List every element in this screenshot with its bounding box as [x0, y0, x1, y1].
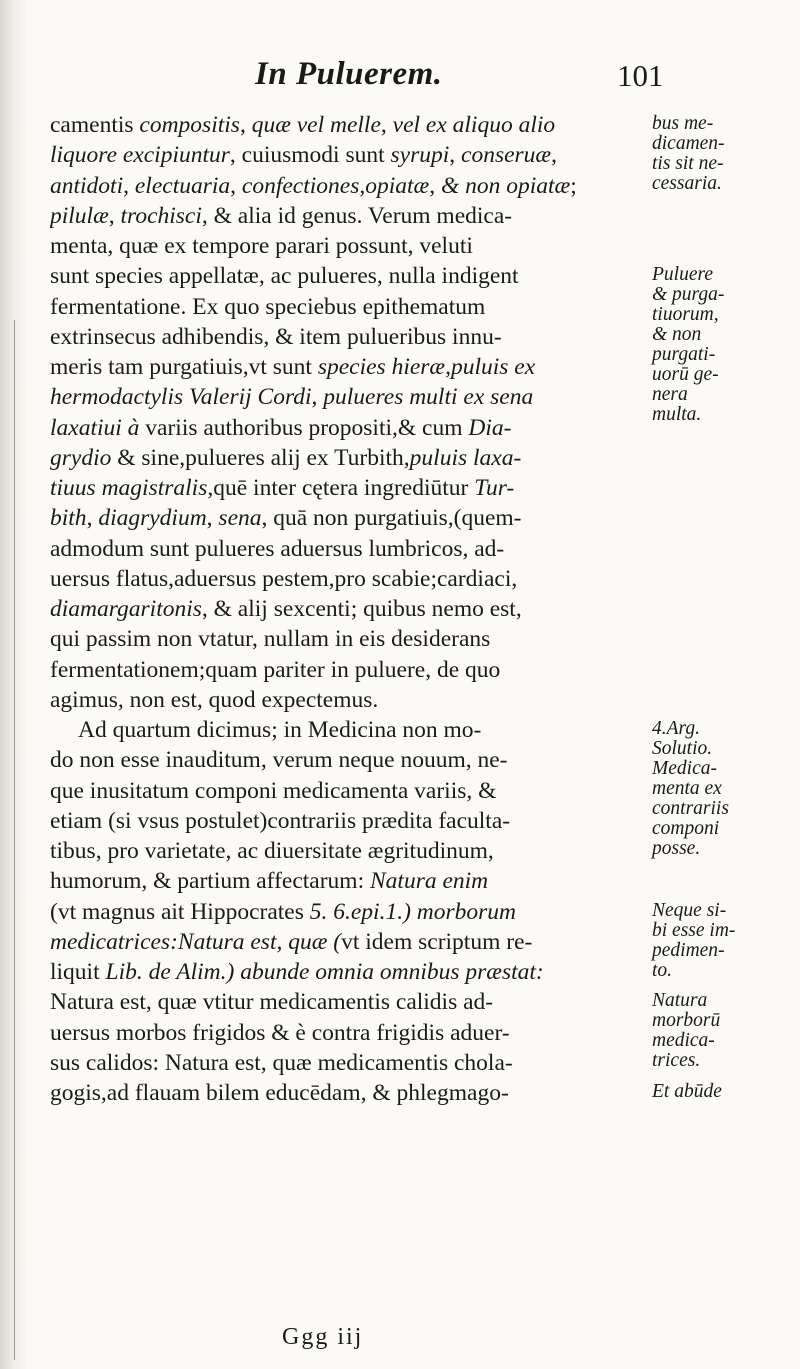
text-line: etiam (si vsus postulet)contrariis prædita faculta- — [50, 807, 511, 834]
margin-note — [652, 719, 792, 859]
text-line: fermentatione. Ex quo speciebus epithematum — [50, 293, 486, 320]
text-line: do non esse inauditum, verum neque nouum, ne- — [50, 747, 508, 774]
margin-note-line: Natura — [652, 990, 708, 1012]
margin-note — [652, 114, 792, 194]
margin-note — [652, 1082, 792, 1102]
margin-note-line: Neque si- — [652, 899, 727, 921]
margin-note-line: pedimen- — [652, 939, 725, 961]
text-line: agimus, non est, quod expectemus. — [50, 686, 379, 713]
binding-edge-line — [14, 320, 15, 1360]
margin-note-line: 4.Arg. — [652, 718, 701, 739]
margin-note-line: morborū — [652, 1010, 721, 1032]
margin-note-line: Solutio. — [652, 738, 713, 759]
margin-note-line: contrariis — [652, 798, 729, 819]
text-line: uersus flatus,aduersus pestem,pro scabie;cardiaci, — [50, 565, 518, 592]
margin-note-line: componi — [652, 818, 720, 839]
text-line: camentis compositis, quæ vel melle, vel ex aliquo alio — [50, 112, 556, 138]
text-line: bith, diagrydium, sena, quā non purgatiuis,(quem- — [50, 505, 522, 532]
text-line: menta, quæ ex tempore parari possunt, veluti — [50, 233, 473, 259]
margin-note-line: Et abūde — [652, 1081, 722, 1102]
text-line: qui passim non vtatur, nullam in eis desiderans — [50, 626, 491, 653]
main-text-column — [50, 110, 646, 1108]
margin-note-line: multa. — [652, 404, 702, 426]
text-line: hermodactylis Valerij Cordi, pulueres multi ex sena — [50, 384, 534, 411]
text-line: pilulæ, trochisci, & alia id genus. Verum medica- — [50, 202, 513, 229]
text-line: tibus, pro varietate, ac diuersitate ægritudinum, — [50, 838, 494, 864]
text-line: meris tam purgatiuis,vt sunt species hieræ,puluis ex — [50, 354, 536, 380]
text-line: diamargaritonis, & alij sexcenti; quibus nemo est, — [50, 596, 522, 622]
text-line: liquit Lib. de Alim.) abunde omnia omnibus præstat: — [50, 959, 544, 985]
text-line: Natura est, quæ vtitur medicamentis calidis ad- — [50, 989, 494, 1016]
text-line: tiuus magistralis,quē inter cętera ingrediūtur Tur- — [50, 475, 515, 501]
text-line: liquore excipiuntur, cuiusmodi sunt syrupi, conseruæ, — [50, 142, 557, 169]
margin-note-line: bus me- — [652, 113, 714, 134]
text-line: uersus morbos frigidos & è contra frigidis aduer- — [50, 1019, 510, 1046]
margin-note-line: menta ex — [652, 778, 722, 799]
margin-note-line: cessaria. — [652, 173, 722, 194]
margin-note-line: posse. — [652, 838, 701, 859]
margin-note-line: tiuorum, — [652, 304, 719, 326]
page-number: 101 — [617, 58, 664, 93]
text-line: extrinsecus adhibendis, & item pulueribus innu- — [50, 323, 502, 350]
margin-note-line: & purga- — [652, 284, 725, 306]
margin-note — [652, 901, 792, 981]
text-line: admodum sunt pulueres aduersus lumbricos, ad- — [50, 535, 505, 562]
running-title: In Puluerem. — [255, 56, 443, 92]
text-line: que inusitatum componi medicamenta variis, & — [50, 777, 497, 804]
margin-note — [652, 265, 792, 425]
signature-mark: Ggg iij — [282, 1324, 364, 1350]
text-line: Ad quartum dicimus; in Medicina non mo- — [78, 717, 482, 743]
margin-note — [652, 991, 792, 1071]
text-line: fermentationem;quam pariter in puluere, de quo — [50, 656, 501, 683]
margin-note-line: uorū ge- — [652, 364, 719, 386]
margin-note-line: tis sit ne- — [652, 153, 724, 174]
text-line: antidoti, electuaria, confectiones,opiatæ, & non opiatæ; — [50, 172, 577, 199]
text-line: humorum, & partium affectarum: Natura enim — [50, 868, 489, 895]
margin-note-line: medica- — [652, 1030, 715, 1052]
text-line: (vt magnus ait Hippocrates 5. 6.epi.1.) morborum — [50, 898, 517, 925]
margin-note-line: nera — [652, 384, 688, 406]
text-line: medicatrices:Natura est, quæ (vt idem scriptum re- — [50, 928, 533, 955]
margin-note-line: Puluere — [652, 264, 714, 286]
text-line: sus calidos: Natura est, quæ medicamentis chola- — [50, 1049, 513, 1076]
margin-note-line: purgati- — [652, 344, 716, 366]
text-line: sunt species appellatæ, ac pulueres, nulla indigent — [50, 263, 519, 290]
margin-note-line: trices. — [652, 1050, 701, 1072]
margin-note-line: Medica- — [652, 758, 717, 779]
text-line: laxatiui à variis authoribus propositi,& cum Dia- — [50, 414, 512, 441]
margin-note-line: dicamen- — [652, 133, 725, 154]
margin-note-line: to. — [652, 959, 673, 981]
text-line: grydio & sine,pulueres alij ex Turbith,puluis laxa- — [50, 444, 522, 471]
text-line: gogis,ad flauam bilem educēdam, & phlegmago- — [50, 1080, 509, 1106]
margin-note-line: bi esse im- — [652, 919, 736, 941]
margin-note-line: & non — [652, 324, 702, 346]
page-header — [0, 56, 800, 96]
